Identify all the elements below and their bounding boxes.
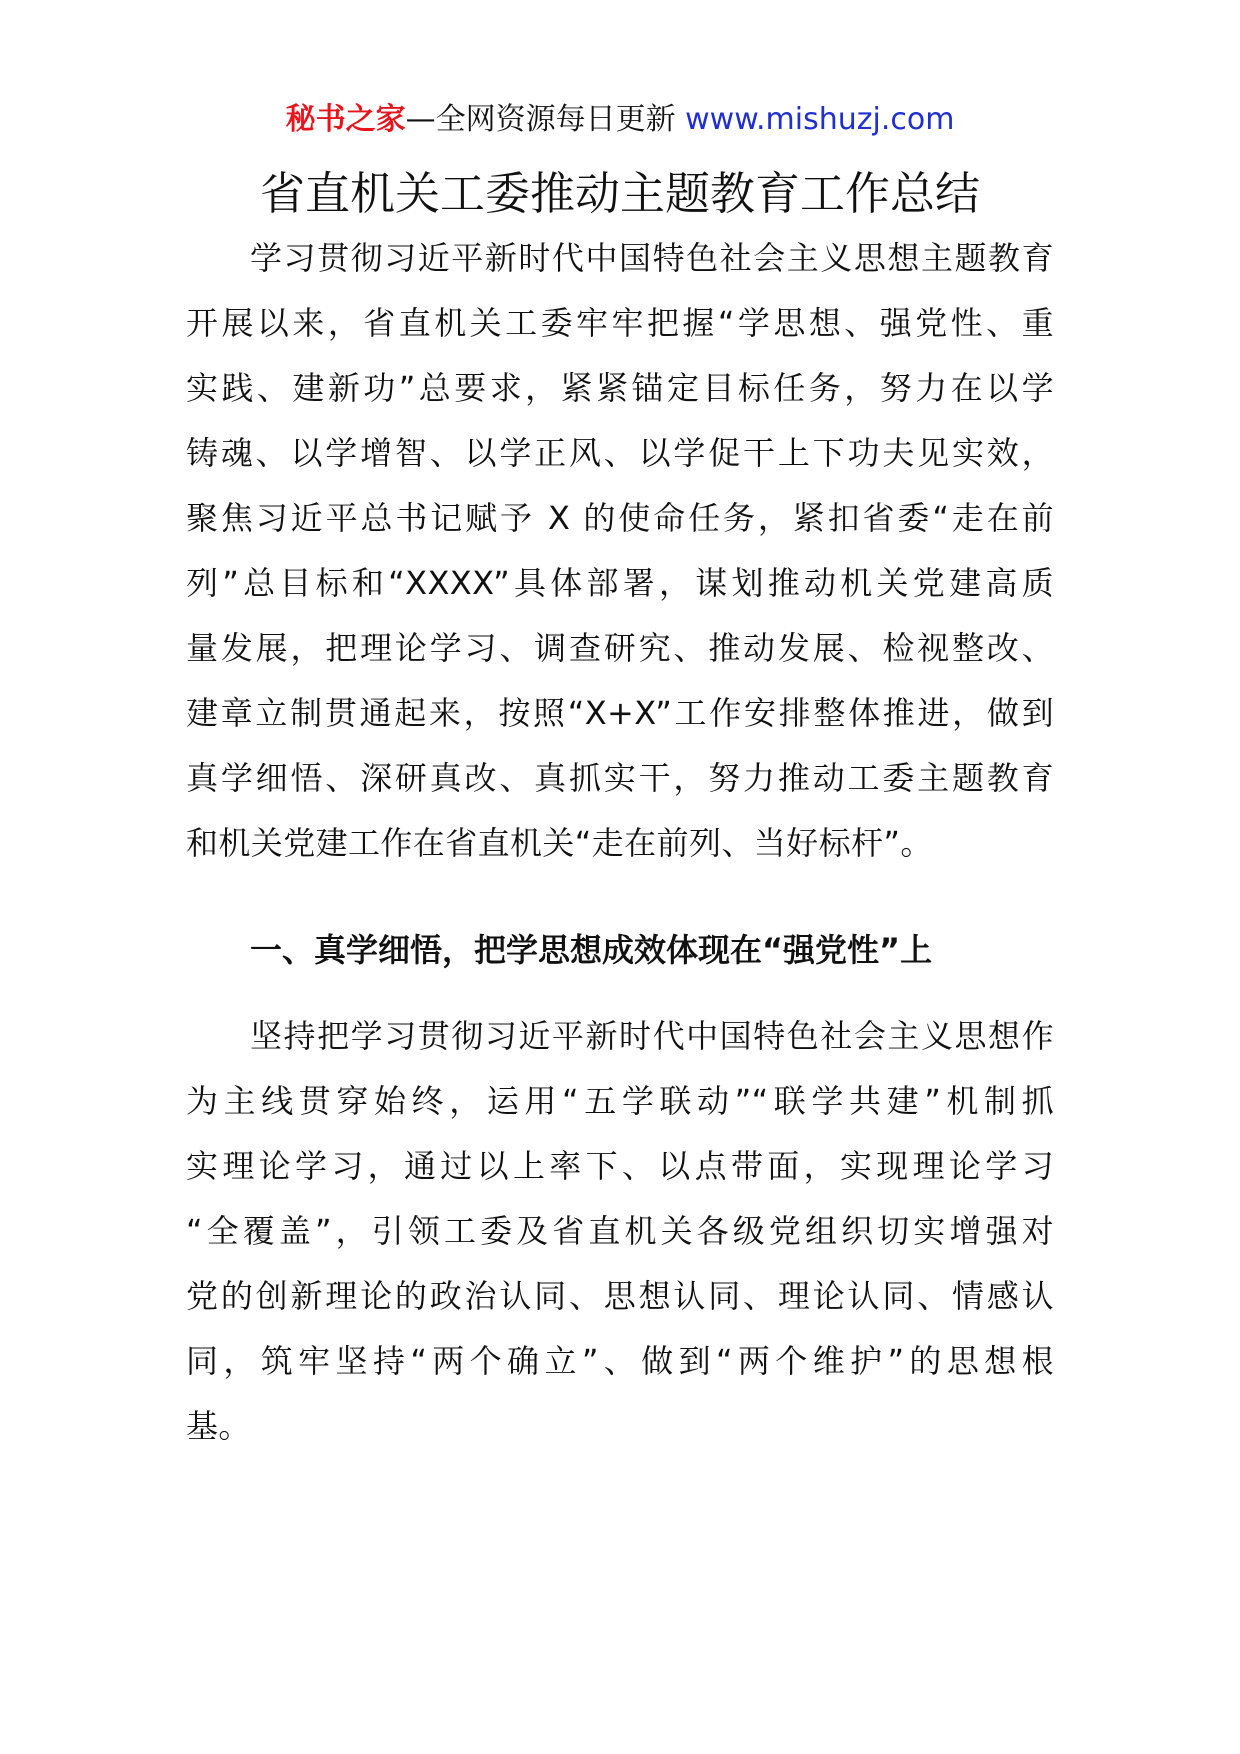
paragraph-line: 量发展，把理论学习、调查研究、推动发展、检视整改、: [186, 629, 1054, 667]
paragraph-line: 和机关党建工作在省直机关“走在前列、当好标杆”。: [186, 824, 933, 862]
paragraph-line: 坚持把学习贯彻习近平新时代中国特色社会主义思想作: [250, 1017, 1054, 1055]
paragraph-intro-text: [186, 226, 1054, 876]
paragraph-line: 铸魂、以学增智、以学正风、以学促干上下功夫见实效，: [186, 434, 1054, 472]
paragraph-line: 基。: [186, 1407, 251, 1445]
paragraph-line: 实践、建新功”总要求，紧紧锚定目标任务，努力在以学: [186, 369, 1054, 407]
paragraph-line: 建章立制贯通起来，按照“X+X”工作安排整体推进，做到: [186, 694, 1054, 732]
paragraph-line: 真学细悟、深研真改、真抓实干，努力推动工委主题教育: [186, 759, 1054, 797]
paragraph-line: 聚焦习近平总书记赋予 X 的使命任务，紧扣省委“走在前: [186, 499, 1054, 537]
paragraph-line: 开展以来，省直机关工委牢牢把握“学思想、强党性、重: [186, 304, 1054, 342]
paragraph-line: 党的创新理论的政治认同、思想认同、理论认同、情感认: [186, 1277, 1054, 1315]
section-heading-1: 一、真学细悟，把学思想成效体现在“强党性”上: [250, 931, 933, 969]
paragraph-line: 实理论学习，通过以上率下、以点带面，实现理论学习: [186, 1147, 1054, 1185]
paragraph-line: 为主线贯穿始终，运用“五学联动”“联学共建”机制抓: [186, 1082, 1054, 1120]
paragraph-intro: [186, 226, 1054, 876]
paragraph-line: “全覆盖”，引领工委及省直机关各级党组织切实增强对: [186, 1212, 1054, 1250]
brand-name: 秘书之家: [285, 102, 406, 137]
document-title: 省直机关工委推动主题教育工作总结: [259, 167, 980, 220]
site-url: www.mishuzj.com: [685, 102, 955, 137]
paragraph-line: 学习贯彻习近平新时代中国特色社会主义思想主题教育: [250, 239, 1054, 277]
paragraph-section1: [186, 1004, 1054, 1459]
header-tagline: —全网资源每日更新: [405, 102, 676, 137]
paragraph-section1-text: [186, 1004, 1054, 1459]
paragraph-line: 同，筑牢坚持“两个确立”、做到“两个维护”的思想根: [186, 1342, 1054, 1380]
paragraph-line: 列”总目标和“XXXX”具体部署，谋划推动机关党建高质: [186, 564, 1054, 602]
site-header: [0, 98, 1240, 142]
